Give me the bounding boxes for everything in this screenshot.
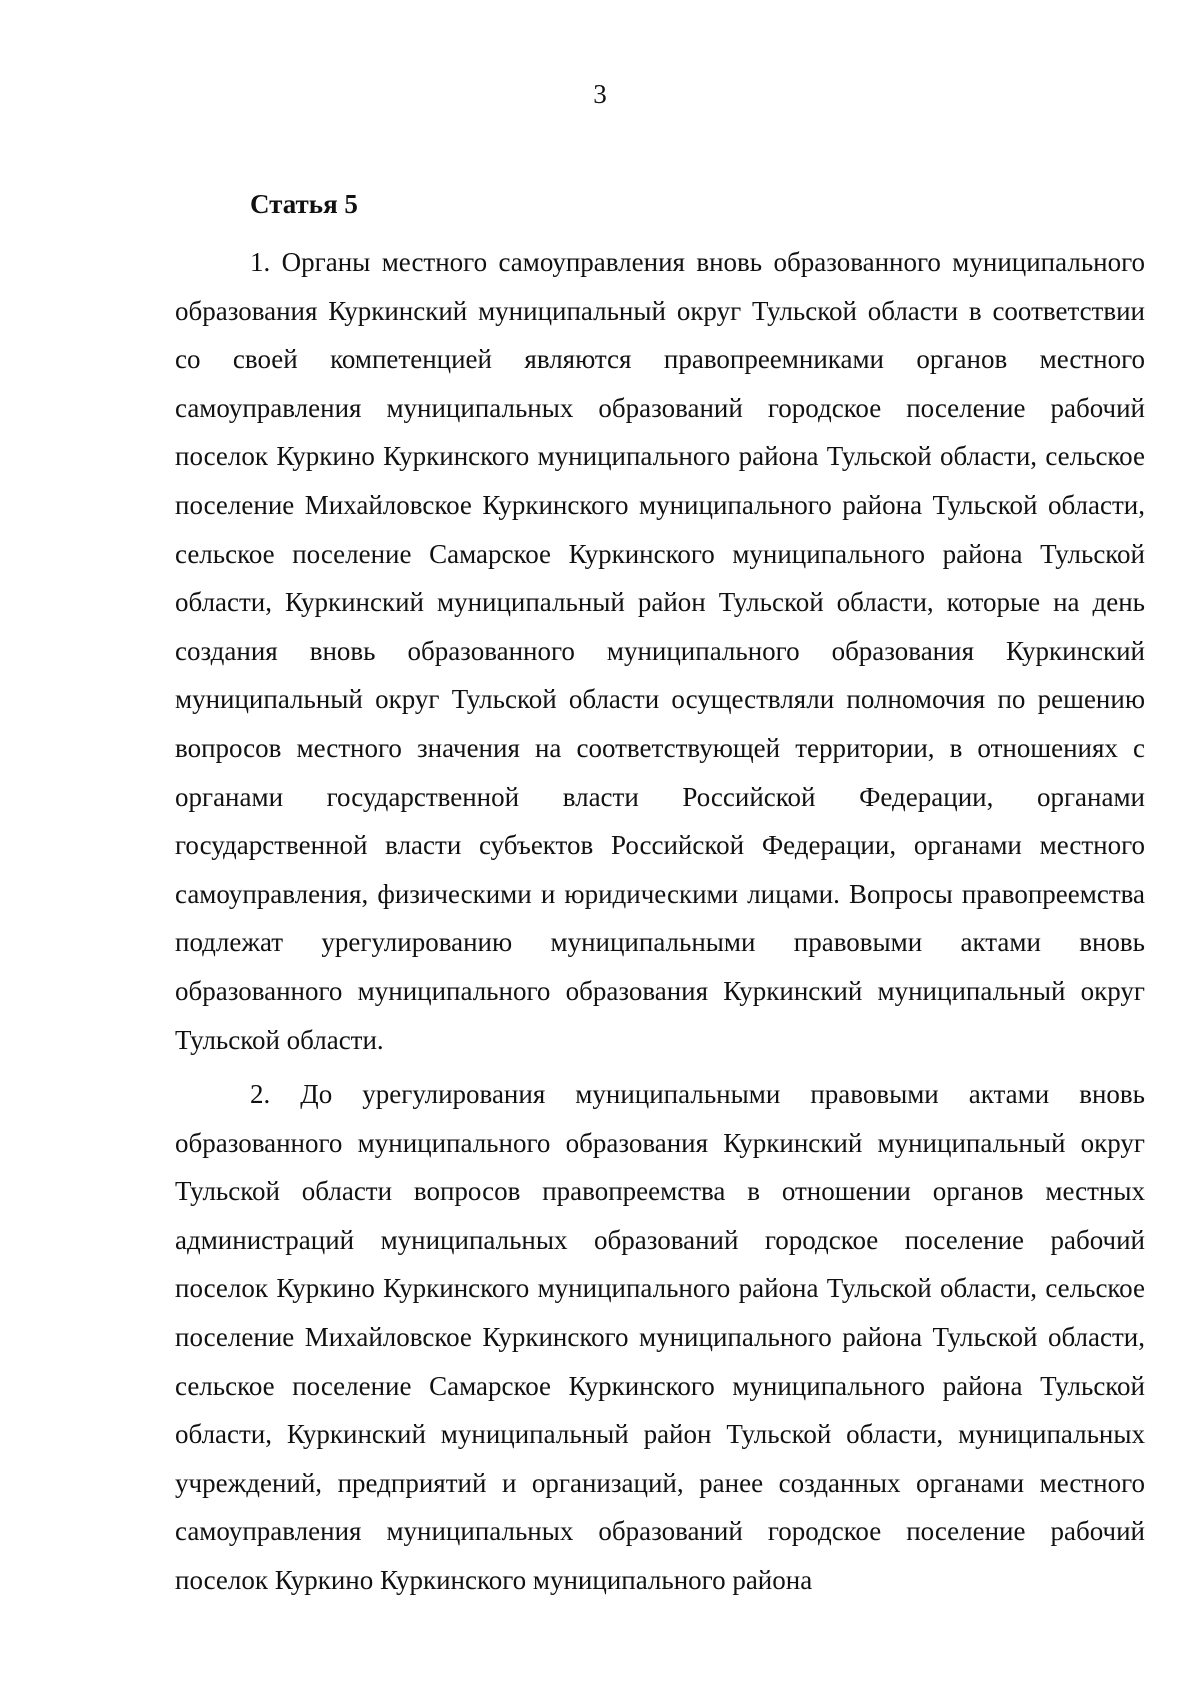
article-heading: Статья 5: [250, 189, 358, 219]
paragraph-2: 2. До урегулирования муниципальными правовыми актами вновь образованного муниципального образования Куркинский муниципальный округ Тульской области вопросов правопреемства в отношении органов местных администраций муниципальных образований городское поселение рабочий поселок Куркино Куркинского муниципального района Тульской области, сельское поселение Михайловское Куркинского муниципального района Тульской области, сельское поселение Самарское Куркинского муниципального района Тульской области, Куркинский муниципальный район Тульской области, муниципальных учреждений, предприятий и организаций, ранее созданных органами местного самоуправления муниципальных образований городское поселение рабочий поселок Куркино Куркинского муниципального района: [175, 1079, 1145, 1596]
paragraph-1: 1. Органы местного самоуправления вновь образованного муниципального образования Куркинский муниципальный округ Тульской области в соответствии со своей компетенцией являются правопреемниками органов местного самоуправления муниципальных образований городское поселение рабочий поселок Куркино Куркинского муниципального района Тульской области, сельское поселение Михайловское Куркинского муниципального района Тульской области, сельское поселение Самарское Куркинского муниципального района Тульской области, Куркинский муниципальный район Тульской области, которые на день создания вновь образованного муниципального образования Куркинский муниципальный округ Тульской области осуществляли полномочия по решению вопросов местного значения на соответствующей территории, в отношениях с органами государственной власти Российской Федерации, органами государственной власти субъектов Российской Федерации, органами местного самоуправления, физическими и юридическими лицами. Вопросы правопреемства подлежат урегулированию муниципальными правовыми актами вновь образованного муниципального образования Куркинский муниципальный округ Тульской области.: [175, 247, 1145, 1055]
document-body: [175, 184, 1145, 1611]
page-number: 3: [593, 79, 607, 109]
